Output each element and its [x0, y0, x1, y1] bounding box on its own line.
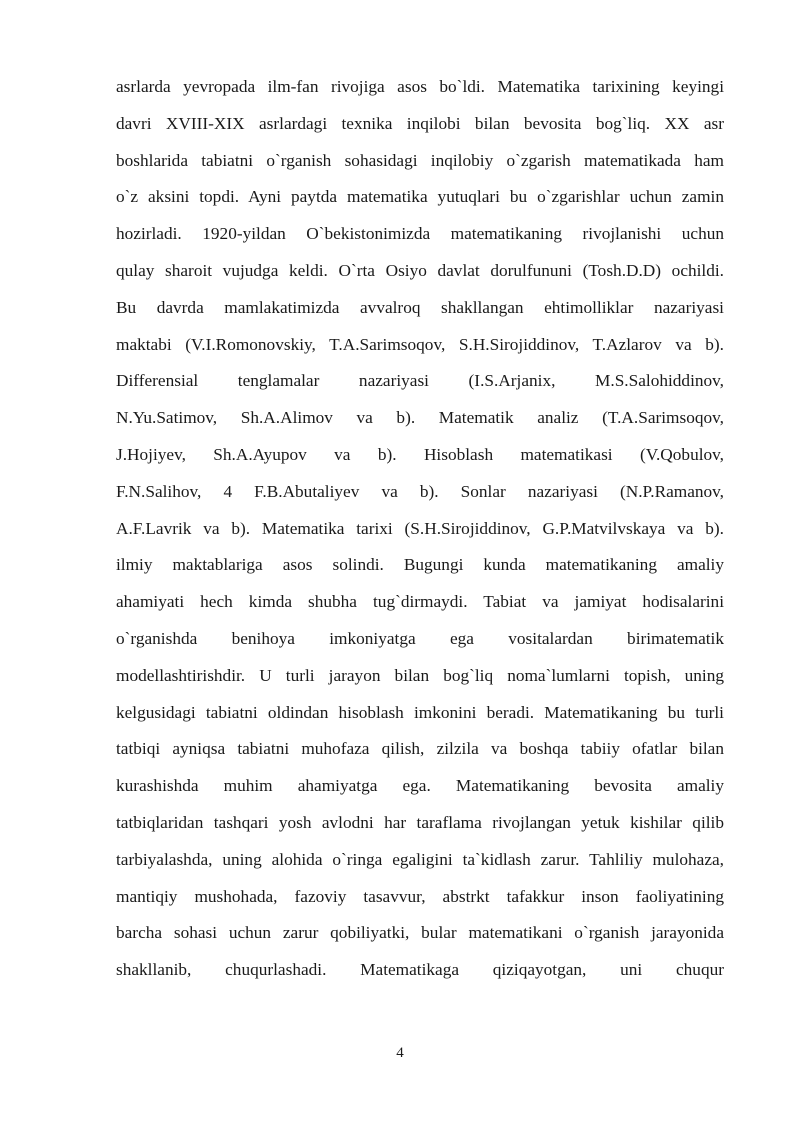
text-line: tarbiyalashda, uning alohida o`ringa egaligini ta`kidlash zarur. Tahliliy mulohaza,	[116, 849, 724, 869]
text-line: tatbiqlaridan tashqari yosh avlodni har taraflama rivojlangan yetuk kishilar qilib	[116, 812, 724, 832]
text-line: mantiqiy mushohada, fazoviy tasavvur, abstrkt tafakkur inson faoliyatining	[116, 886, 724, 906]
text-line: qulay sharoit vujudga keldi. O`rta Osiyo davlat dorulfununi (Tosh.D.D) ochildi.	[116, 260, 724, 280]
text-line: J.Hojiyev, Sh.A.Ayupov va b). Hisoblash matematikasi (V.Qobulov,	[116, 444, 724, 464]
text-line: A.F.Lavrik va b). Matematika tarixi (S.H.Sirojiddinov, G.P.Matvilvskaya va b).	[116, 518, 724, 538]
text-line: kelgusidagi tabiatni oldindan hisoblash imkonini beradi. Matematikaning bu turli	[116, 702, 724, 722]
text-line: o`z aksini topdi. Ayni paytda matematika yutuqlari bu o`zgarishlar uchun zamin	[116, 187, 724, 207]
text-line: Bu davrda mamlakatimizda avvalroq shakllangan ehtimolliklar nazariyasi	[116, 297, 724, 317]
text-line: boshlarida tabiatni o`rganish sohasidagi inqilobiy o`zgarish matematikada ham	[116, 150, 724, 170]
text-line: davri XVIII-XIX asrlardagi texnika inqilobi bilan bevosita bog`liq. XX asr	[116, 113, 724, 133]
text-line: F.N.Salihov, 4 F.B.Abutaliyev va b). Sonlar nazariyasi (N.P.Ramanov,	[116, 481, 724, 501]
text-line: modellashtirishdir. U turli jarayon bilan bog`liq noma`lumlarni topish, uning	[116, 665, 724, 685]
text-line: asrlarda yevropada ilm-fan rivojiga asos bo`ldi. Matematika tarixining keyingi	[116, 77, 724, 96]
text-line: o`rganishda benihoya imkoniyatga ega vositalardan birimatematik	[116, 628, 724, 648]
text-line: barcha sohasi uchun zarur qobiliyatki, bular matematikani o`rganish jarayonida	[116, 923, 724, 943]
text-line: hozirladi. 1920-yildan O`bekistonimizda matematikaning rivojlanishi uchun	[116, 224, 724, 244]
text-line: maktabi (V.I.Romonovskiy, T.A.Sarimsoqov, S.H.Sirojiddinov, T.Azlarov va b).	[116, 334, 724, 354]
text-line: N.Yu.Satimov, Sh.A.Alimov va b). Matematik analiz (T.A.Sarimsoqov,	[116, 408, 724, 428]
text-line: ahamiyati hech kimda shubha tug`dirmaydi. Tabiat va jamiyat hodisalarini	[116, 592, 724, 612]
text-line: tatbiqi ayniqsa tabiatni muhofaza qilish, zilzila va boshqa tabiiy ofatlar bilan	[116, 739, 724, 759]
text-line: ilmiy maktablariga asos solindi. Bugungi kunda matematikaning amaliy	[116, 555, 724, 575]
page-number: 4	[396, 1045, 404, 1061]
text-line: kurashishda muhim ahamiyatga ega. Matematikaning bevosita amaliy	[116, 776, 724, 796]
text-line: shakllanib, chuqurlashadi. Matematikaga qiziqayotgan, uni chuqur	[116, 960, 724, 980]
body-text	[116, 69, 724, 989]
text-line: Differensial tenglamalar nazariyasi (I.S.Arjanix, M.S.Salohiddinov,	[116, 371, 724, 391]
